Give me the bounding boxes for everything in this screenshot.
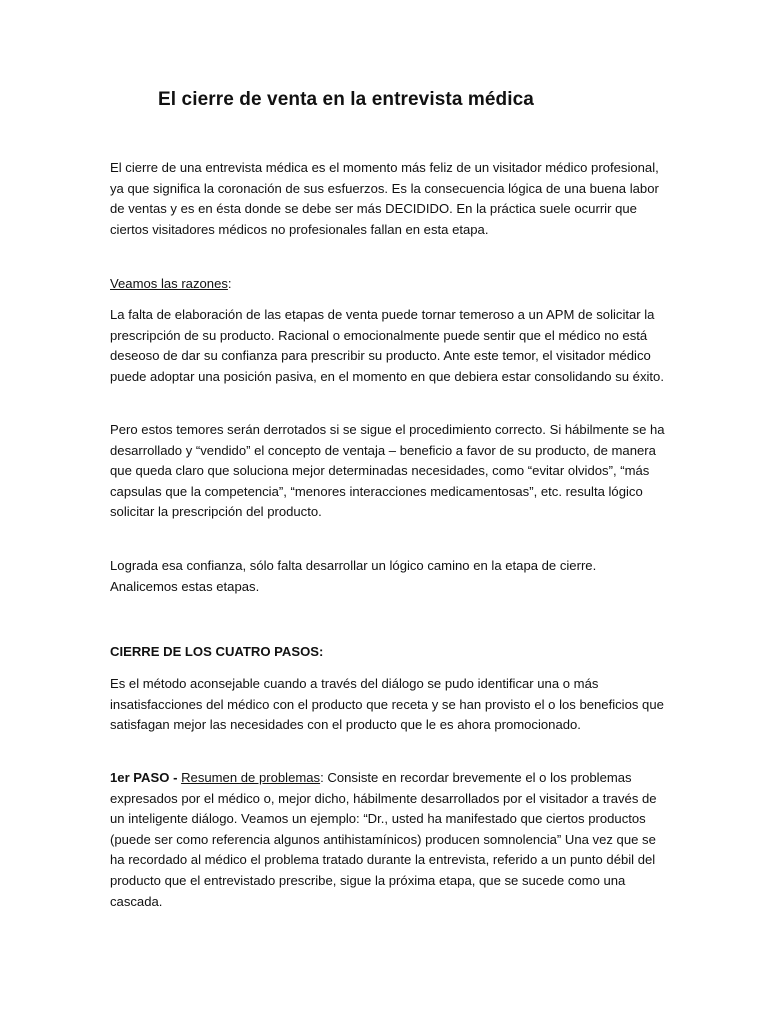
step1-colon: : (320, 770, 324, 785)
page-title: El cierre de venta en la entrevista médica (158, 89, 534, 110)
four-steps-heading: CIERRE DE LOS CUATRO PASOS: (110, 644, 324, 659)
step1-name: Resumen de problemas (181, 770, 321, 785)
step1-text: Consiste en recordar brevemente el o los problemas expresados por el médico o, mejor dicho, hábilmente desarrollados por el visitador a través de un inteligente diálogo. Veamos un ejemplo: “Dr., usted ha manifestado que ciertos productos (puede ser como referencia algunos antihistamínicos) producen somnolencia” Una vez que se ha recordado al médico el problema tratado durante la entrevista, referido a un punto débil del producto que el entrevistado prescribe, sigue la próxima etapa, que se sucede como una cascada. (110, 770, 657, 909)
reasons-colon: : (227, 276, 232, 291)
step1-label: 1er PASO (110, 770, 170, 785)
step1-paragraph (110, 768, 666, 912)
reasons-paragraph: La falta de elaboración de las etapas de venta puede tornar temeroso a un APM de solicitar la prescripción de su producto. Racional o emocionalmente puede sentir que el médico no está deseoso de dar su confianza para prescribir su producto. Ante este temor, el visitador médico puede adoptar una posición pasiva, en el momento en que debiera estar consolidando su éxito. (110, 307, 664, 384)
reasons-label: Veamos las razones (110, 276, 228, 291)
fears-paragraph: Pero estos temores serán derrotados si se sigue el procedimiento correcto. Si hábilmente se ha desarrollado y “vendido” el concepto de ventaja – beneficio a favor de su producto, de manera que queda claro que soluciona mejor determinadas necesidades, como “evitar olvidos”, “más capsulas que la competencia”, “menores interacciones medicamentosas”, etc. resulta lógico solicitar la prescripción del producto. (110, 422, 665, 520)
method-paragraph: Es el método aconsejable cuando a través del diálogo se pudo identificar una o más insatisfacciones del médico con el producto que receta y se han provisto el o los beneficios que satisfagan mejor las necesidades con el producto que le es ahora promocionado. (110, 676, 664, 733)
step1-dash: - (169, 770, 182, 785)
intro-paragraph: El cierre de una entrevista médica es el momento más feliz de un visitador médico profesional, ya que significa la coronación de sus esfuerzos. Es la consecuencia lógica de una buena labor de ventas y es en ésta donde se debe ser más DECIDIDO. En la práctica suele ocurrir que ciertos visitadores médicos no profesionales fallan en esta etapa. (110, 160, 659, 237)
reasons-heading (110, 274, 666, 295)
confidence-paragraph: Lograda esa confianza, sólo falta desarrollar un lógico camino en la etapa de cierre. Analicemos estas etapas. (110, 558, 597, 594)
